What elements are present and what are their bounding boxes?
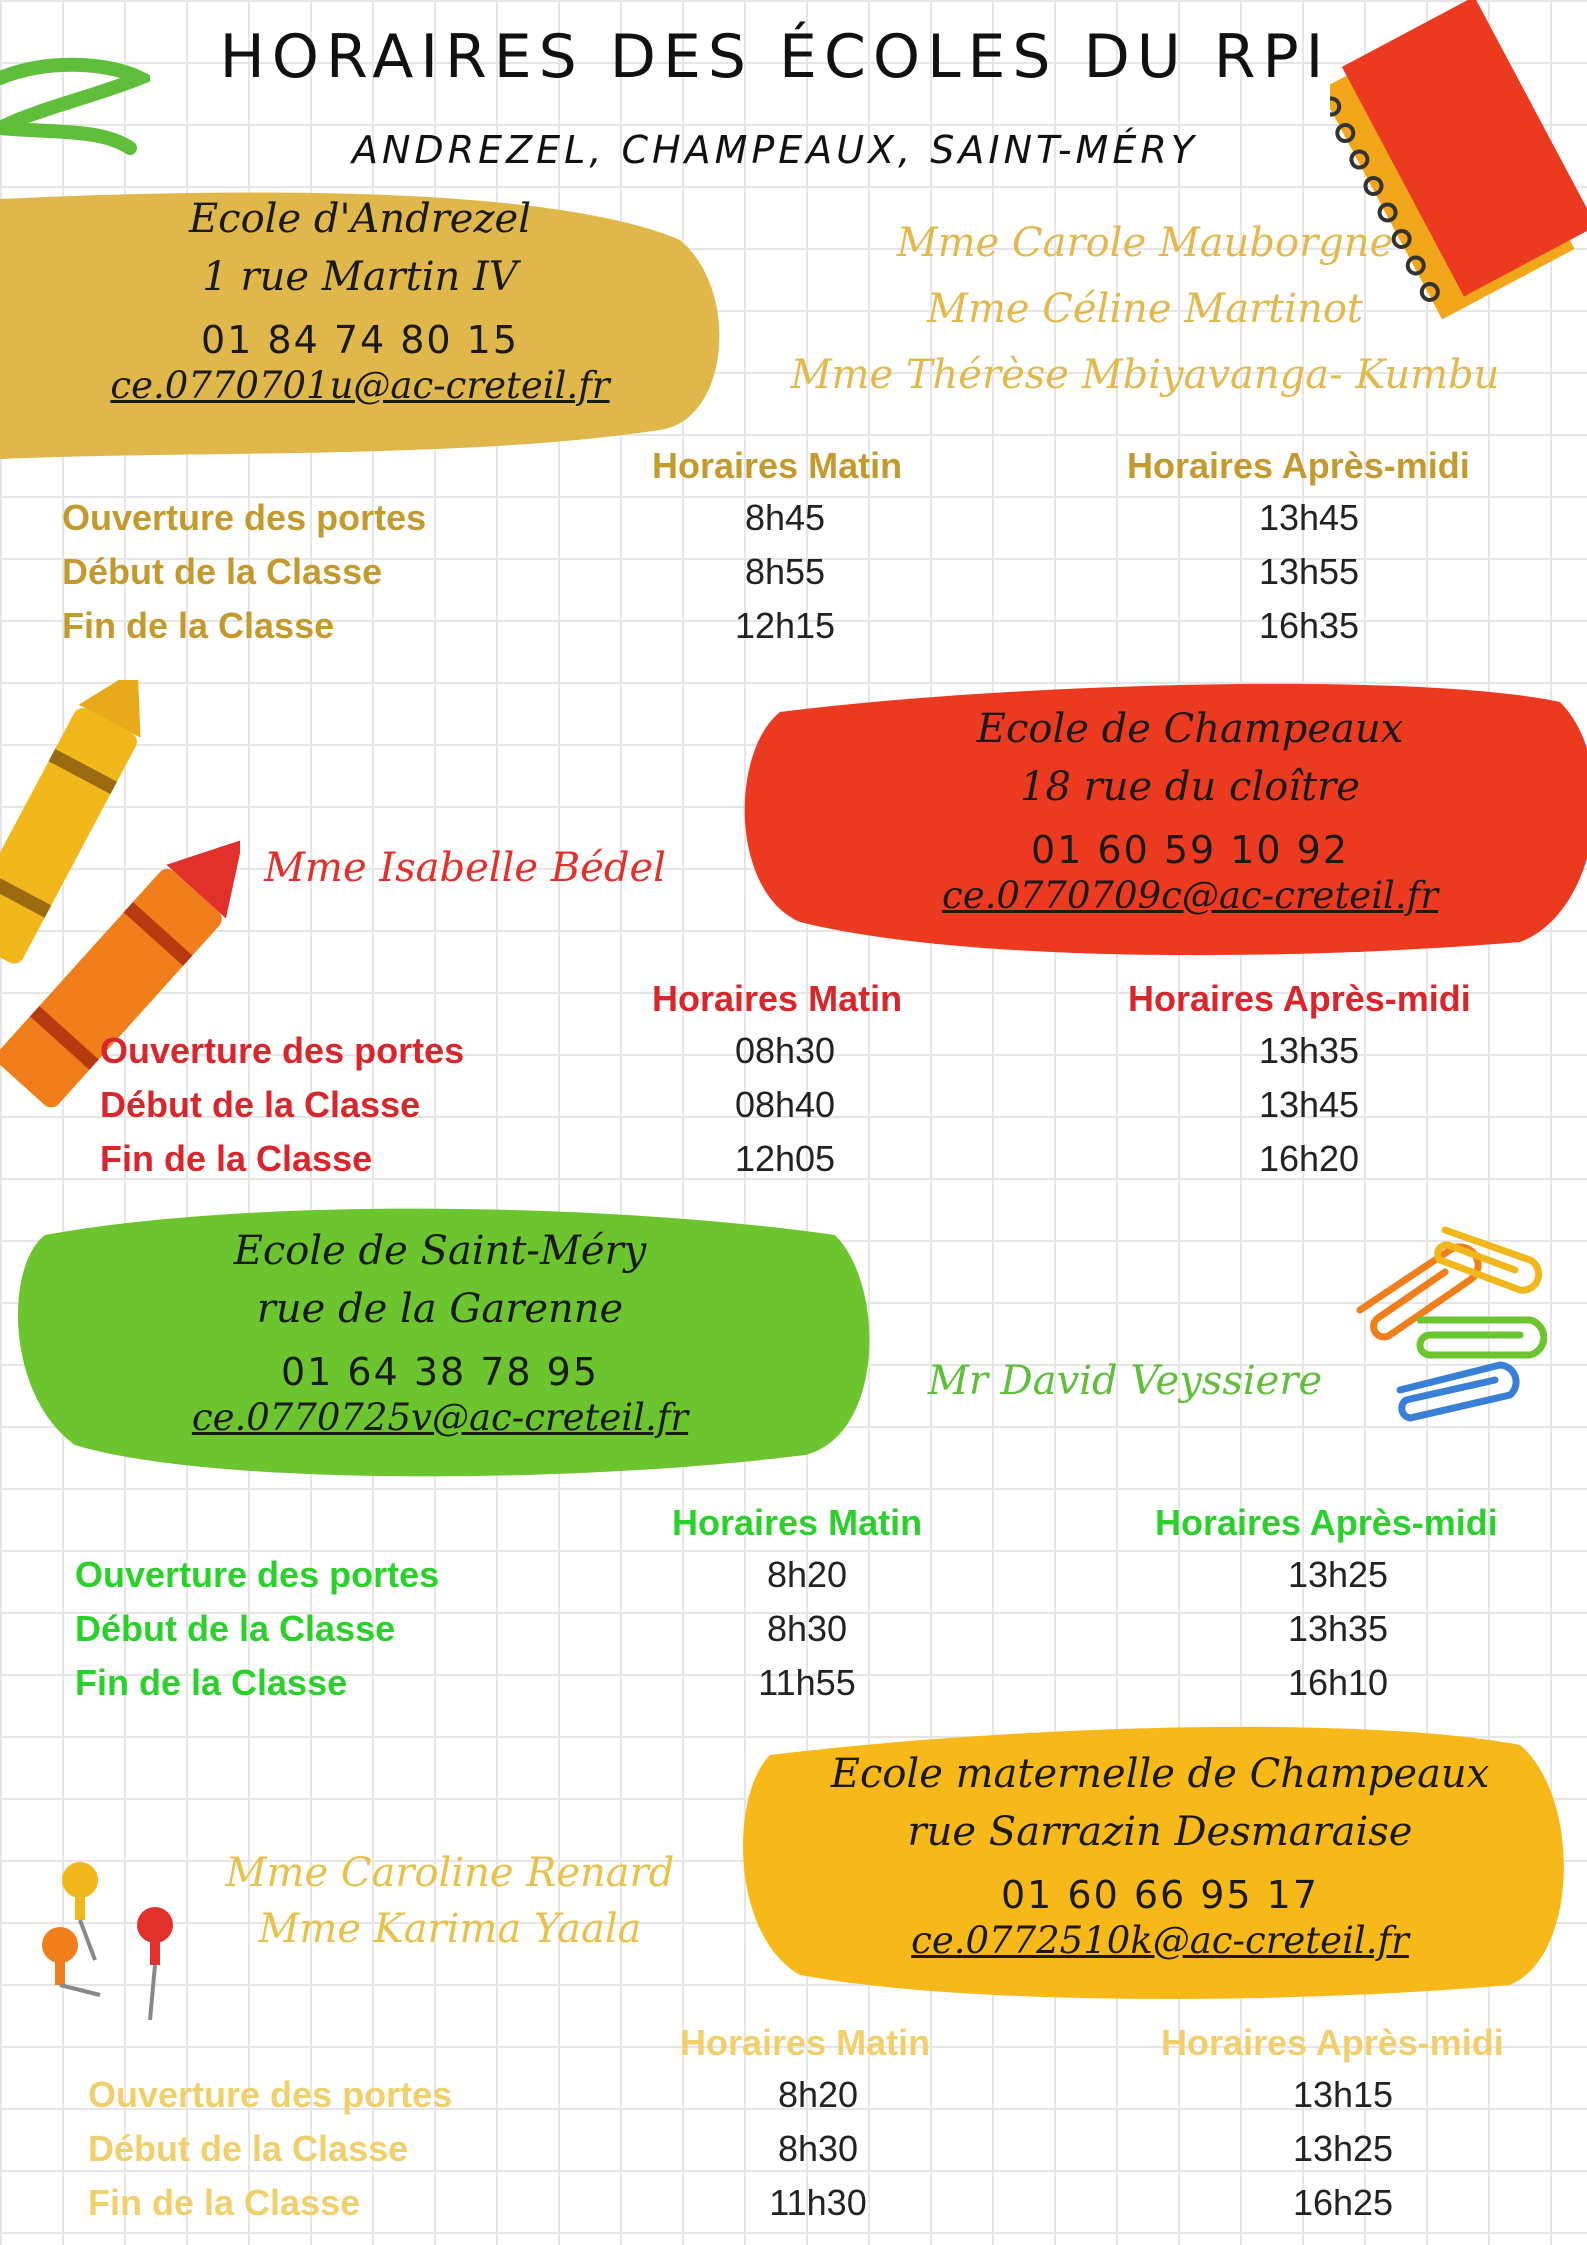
- col-header-afternoon: Horaires Après-midi: [1128, 978, 1471, 1019]
- teacher-name: Mme Karima Yaala: [258, 1906, 642, 1952]
- afternoon-time: 13h45: [1258, 1084, 1360, 1125]
- row-label: Début de la Classe: [75, 1608, 396, 1649]
- morning-time: 08h30: [734, 1030, 836, 1071]
- school-card: [60, 190, 660, 407]
- afternoon-time: 16h20: [1258, 1138, 1360, 1179]
- table-row: [100, 1138, 1520, 1192]
- schedule-table: [75, 1502, 1525, 1722]
- afternoon-time: 13h55: [1258, 551, 1360, 592]
- school-phone: 01 60 59 10 92: [1030, 828, 1350, 872]
- page-title: HORAIRES DES ÉCOLES DU RPI: [219, 22, 1331, 92]
- school-card: [790, 700, 1587, 917]
- table-row: [100, 1030, 1520, 1084]
- row-label: Ouverture des portes: [62, 497, 427, 538]
- afternoon-time: 16h25: [1292, 2182, 1394, 2223]
- school-name: Ecole d'Andrezel: [188, 196, 532, 242]
- afternoon-time: 13h35: [1287, 1608, 1389, 1649]
- school-address: 1 rue Martin IV: [202, 254, 518, 300]
- col-header-morning: Horaires Matin: [652, 445, 903, 486]
- school-phone: 01 84 74 80 15: [200, 318, 520, 362]
- teacher-name: Mr David Veyssiere: [927, 1358, 1323, 1404]
- col-header-afternoon: Horaires Après-midi: [1155, 1502, 1498, 1543]
- teacher-list: [730, 210, 1560, 408]
- school-name: Ecole de Saint-Méry: [233, 1228, 647, 1274]
- row-label: Fin de la Classe: [75, 1662, 348, 1703]
- morning-time: 12h15: [734, 605, 836, 646]
- afternoon-time: 13h35: [1258, 1030, 1360, 1071]
- school-email[interactable]: ce.0770701u@ac-creteil.fr: [110, 364, 610, 407]
- school-email[interactable]: ce.0770709c@ac-creteil.fr: [941, 874, 1439, 917]
- table-row: [62, 605, 1512, 659]
- col-header-morning: Horaires Matin: [680, 2022, 931, 2063]
- row-label: Ouverture des portes: [75, 1554, 440, 1595]
- table-row: [62, 551, 1512, 605]
- afternoon-time: 13h25: [1287, 1554, 1389, 1595]
- teacher-list: [190, 1845, 710, 1957]
- row-label: Fin de la Classe: [62, 605, 335, 646]
- school-address: rue Sarrazin Desmaraise: [907, 1809, 1413, 1855]
- morning-time: 12h05: [734, 1138, 836, 1179]
- morning-time: 11h30: [769, 2182, 867, 2223]
- table-row: [88, 2128, 1528, 2182]
- school-email[interactable]: ce.0772510k@ac-creteil.fr: [911, 1919, 1409, 1962]
- table-row: [62, 497, 1512, 551]
- table-row: [75, 1608, 1525, 1662]
- morning-time: 8h20: [766, 1554, 848, 1595]
- pushpin-icon: [20, 1850, 200, 2030]
- table-row: [75, 1554, 1525, 1608]
- row-label: Début de la Classe: [88, 2128, 409, 2169]
- table-row: [88, 2182, 1528, 2236]
- teacher-name: Mme Thérèse Mbiyavanga- Kumbu: [790, 352, 1500, 398]
- teacher-name: Mme Isabelle Bédel: [264, 845, 666, 891]
- schedule-table: [88, 2022, 1528, 2242]
- afternoon-time: 16h35: [1258, 605, 1360, 646]
- school-phone: 01 64 38 78 95: [280, 1350, 600, 1394]
- scribble-icon: [0, 38, 150, 178]
- schedule-table: [62, 445, 1512, 665]
- row-label: Ouverture des portes: [100, 1030, 465, 1071]
- col-header-afternoon: Horaires Après-midi: [1161, 2022, 1504, 2063]
- school-phone: 01 60 66 95 17: [1000, 1873, 1320, 1917]
- school-name: Ecole maternelle de Champeaux: [830, 1751, 1490, 1797]
- morning-time: 8h20: [777, 2074, 859, 2115]
- teacher-name: Mme Caroline Renard: [225, 1850, 675, 1896]
- afternoon-time: 13h25: [1292, 2128, 1394, 2169]
- row-label: Fin de la Classe: [88, 2182, 361, 2223]
- teacher-list: [890, 1348, 1360, 1414]
- teacher-list: [235, 835, 695, 901]
- afternoon-time: 13h15: [1292, 2074, 1394, 2115]
- morning-time: 11h55: [758, 1662, 856, 1703]
- morning-time: 8h55: [744, 551, 826, 592]
- row-label: Fin de la Classe: [100, 1138, 373, 1179]
- col-header-morning: Horaires Matin: [652, 978, 903, 1019]
- school-card: [40, 1222, 840, 1439]
- teacher-name: Mme Carole Mauborgne: [896, 220, 1394, 266]
- school-address: rue de la Garenne: [256, 1286, 624, 1332]
- morning-time: 08h40: [734, 1084, 836, 1125]
- row-label: Début de la Classe: [100, 1084, 421, 1125]
- col-header-afternoon: Horaires Après-midi: [1127, 445, 1470, 486]
- school-address: 18 rue du cloître: [1020, 764, 1360, 810]
- paperclip-icon: [1340, 1190, 1570, 1430]
- table-row: [100, 1084, 1520, 1138]
- school-card: [760, 1745, 1560, 1962]
- row-label: Début de la Classe: [62, 551, 383, 592]
- table-row: [75, 1662, 1525, 1716]
- school-name: Ecole de Champeaux: [976, 706, 1404, 752]
- page-subtitle: ANDREZEL, CHAMPEAUX, SAINT-MÉRY: [352, 128, 1198, 172]
- row-label: Ouverture des portes: [88, 2074, 453, 2115]
- afternoon-time: 13h45: [1258, 497, 1360, 538]
- morning-time: 8h45: [744, 497, 826, 538]
- school-email[interactable]: ce.0770725v@ac-creteil.fr: [191, 1396, 689, 1439]
- table-row: [88, 2074, 1528, 2128]
- schedule-table: [100, 978, 1520, 1198]
- teacher-name: Mme Céline Martinot: [927, 286, 1363, 332]
- col-header-morning: Horaires Matin: [672, 1502, 923, 1543]
- morning-time: 8h30: [766, 1608, 848, 1649]
- morning-time: 8h30: [777, 2128, 859, 2169]
- afternoon-time: 16h10: [1287, 1662, 1389, 1703]
